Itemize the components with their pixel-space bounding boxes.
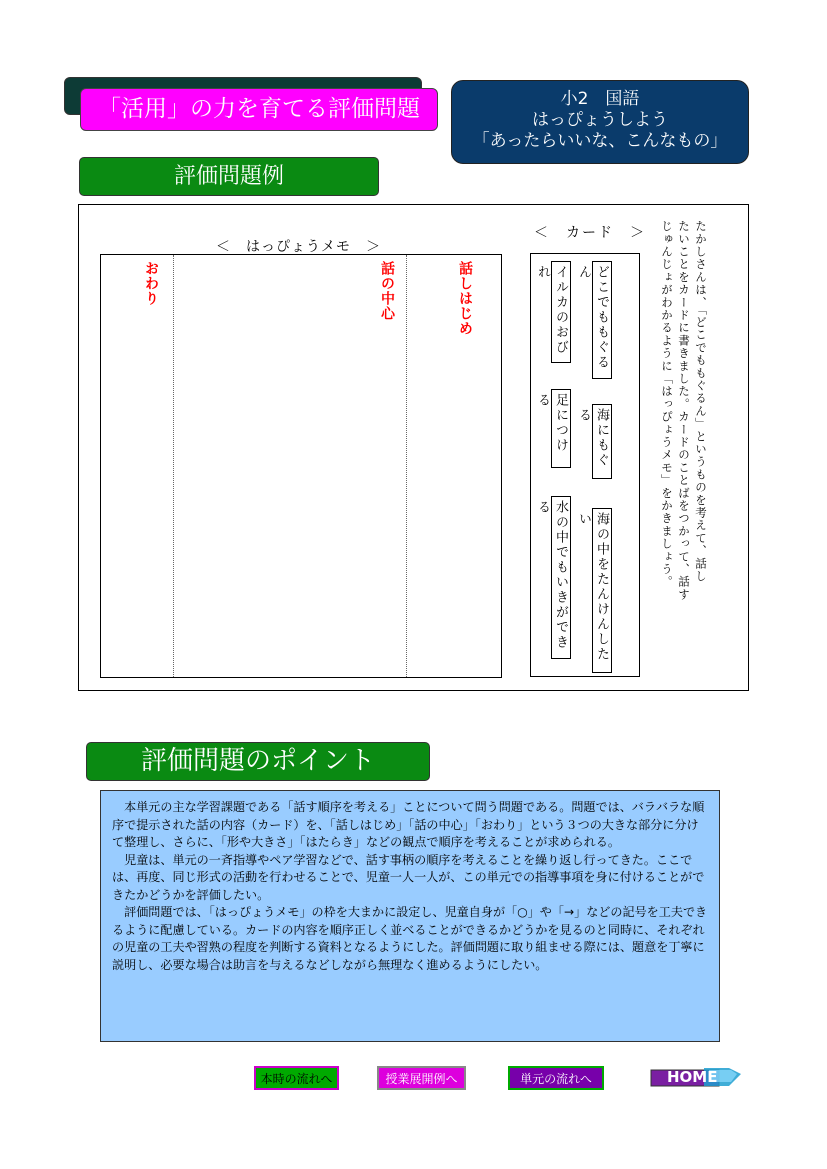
points-box <box>100 790 720 1042</box>
memo-table <box>100 254 502 678</box>
memo-column-end <box>101 255 174 677</box>
instruction-line3: じゅんじょがわかるように「はっぴょうメモ」をかきましょう。 <box>660 220 674 589</box>
lesson-example-button[interactable]: 授業展開例へ <box>377 1066 466 1090</box>
card-item: どこでももぐるん <box>592 261 612 379</box>
memo-label-start: 話しはじめ <box>457 261 473 336</box>
section-title-example: 評価問題例 <box>79 157 379 196</box>
card-item: イルカのおびれ <box>551 261 571 363</box>
unit-flow-button[interactable]: 単元の流れへ <box>508 1066 604 1090</box>
memo-label-center: 話の中心 <box>379 261 395 321</box>
flow-now-button[interactable]: 本時の流れへ <box>254 1066 339 1090</box>
card-item: 足につける <box>551 389 571 468</box>
points-paragraph-3: 評価問題では、「はっぴょうメモ」の枠を大まかに設定し、児童自身が「○」や「→」などの記号を工夫できるように配慮している。カードの内容を順序正しく並べることができるかどうかを見るのと同時に、それぞれの児童の工夫や習熟の程度を判断する資料となるようにした。評価問題に取り組ませる際には、題意を丁寧に説明し、必要な場合は助言を与えるなどしながら無理なく進めるようにしたい。 <box>112 905 708 972</box>
card-item: 水の中でもいきができる <box>551 496 571 659</box>
grade-subject: 小2 国語 <box>560 89 640 109</box>
home-label: HOME <box>667 1068 718 1086</box>
instruction-text <box>658 220 709 660</box>
section-title-points: 評価問題のポイント <box>86 742 430 781</box>
instruction-line1: たかしさんは、「どこでももぐるん」というものを考えて、話し <box>694 220 708 583</box>
instruction-line2: たいことをカードに書きました。カードのことばをつかって、話す <box>677 220 691 601</box>
unit-title-line2: 「あったらいいな、こんなもの」 <box>472 131 728 151</box>
memo-title: ＜ はっぴょうメモ ＞ <box>216 239 381 255</box>
home-button[interactable] <box>649 1064 744 1092</box>
card-panel <box>530 253 640 677</box>
memo-column-start <box>407 255 501 677</box>
unit-info-box <box>451 80 749 164</box>
points-paragraph-2: 児童は、単元の一斉指導やペア学習などで、話す事柄の順序を考えることを繰り返し行ってきた。ここでは、再度、同じ形式の活動を行わせることで、児童一人一人が、この単元での指導事項を身に付けることができたかどうかを評価したい。 <box>112 852 705 902</box>
card-item: 海の中をたんけんしたい <box>592 508 612 673</box>
card-title: ＜ カード ＞ <box>534 225 646 241</box>
memo-column-center <box>174 255 407 677</box>
memo-label-end: おわり <box>143 261 159 306</box>
page-title: 「活用」の力を育てる評価問題 <box>80 88 438 131</box>
unit-title-line1: はっぴょうしよう <box>532 110 668 130</box>
card-item: 海にもぐる <box>592 404 612 479</box>
points-paragraph-1: 本単元の主な学習課題である「話す順序を考える」ことについて問う問題である。問題では、バラバラな順序で提示された話の内容（カード）を、「話しはじめ」「話の中心」「おわり」という３つの大きな部分に分けて整理し、さらに、「形や大きさ」「はたらき」などの観点で順序を考えることが求められる。 <box>112 800 705 849</box>
